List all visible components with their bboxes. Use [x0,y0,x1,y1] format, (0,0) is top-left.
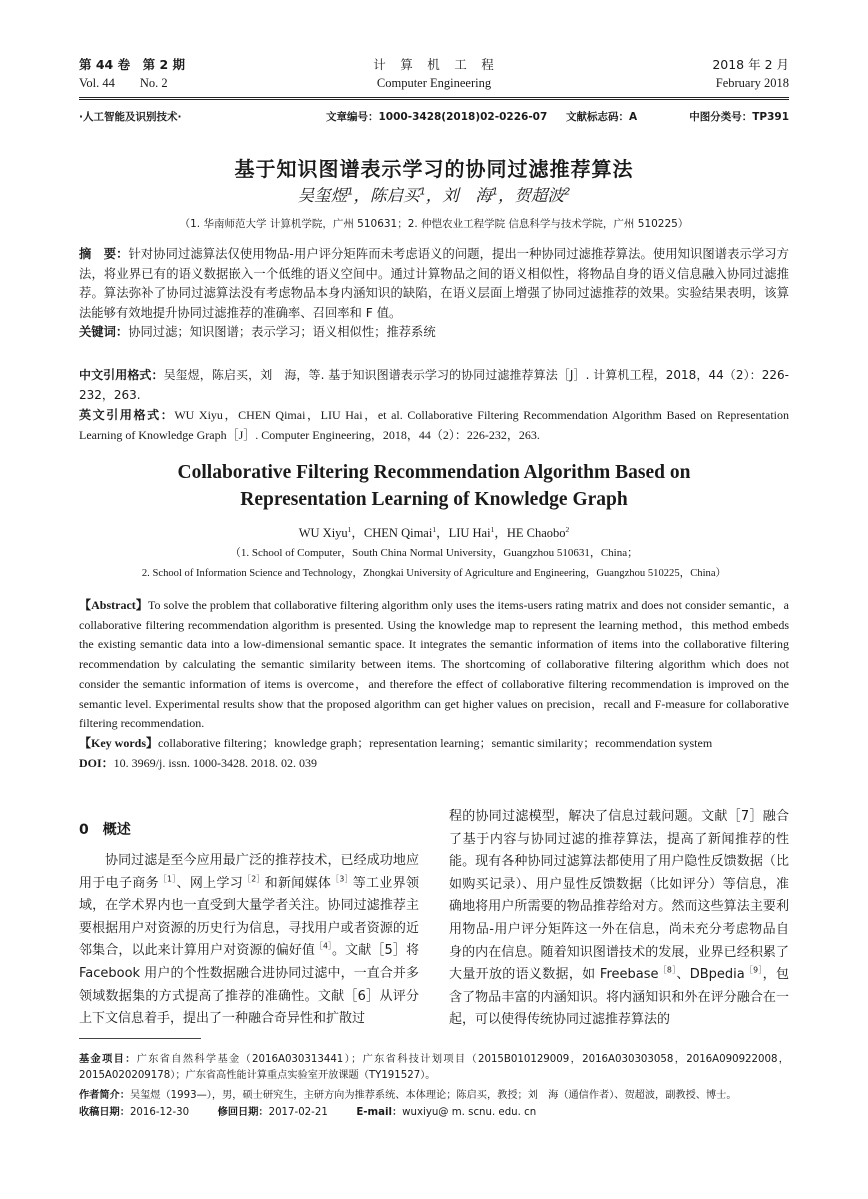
abstract-en: 【Abstract】To solve the problem that collaborative filtering algorithm only uses the items-users rating matrix and does not consider semantic，a collaborative filtering recommendation algorithm is presented. Using the knowledge map to represent the learning method，this method embeds the existing semantic data into a low-dimensional semantic space. It integrates the semantic information of items into the collaborative filtering recommendation by calculating the semantic similarity between items. The shortcoming of collaborative filtering algorithm which does not consider the semantic information of items is overcome，and therefore the effect of collaborative filtering recommendation is improved on the semantic level. Experimental results show that the proposed algorithm can get higher values on precision，recall and F-measure for collaborative filtering recommendation. 【Key words】collaborative filtering；knowledge graph；representation learning；semantic similarity；recommendation system DOI：10. 3969/j. issn. 1000-3428. 2018. 02. 039 [79,598,789,770]
body-column-left: 协同过滤是至今应用最广泛的推荐技术，已经成功地应用于电子商务$^{[1]}$、网上学习$^{[2]}$和新闻媒体$^{[3]}$等工业界领域，在学术界内也一直受到大量学者关注。协同过滤推荐主要根据用户对资源的历史行为信息，寻找用户或者资源的近邻集合，以此来计算用户对资源的偏好值$^{[4]}$。文献［5］将 Facebook 用户的个性数据融合进协同过滤中，一直合并多领域数据集的方式提高了推荐的准确性。文献［6］从评分上下文信息着手，提出了一种融合奇异性和扩散过 [79,853,419,1027]
page-title-cn: 基于知识图谱表示学习的协同过滤推荐算法 [234,157,634,181]
authors-en: WU Xiyu$^1$，CHEN Qimai$^1$，LIU Hai$^1$，HE Chaobo$^2$ [298,524,570,540]
footnote-author-info: 作者简介：吴玺煜（1993—），男，硕士研究生，主研方向为推荐系统、本体理论；陈启买，教授；刘 海（通信作者）、贺超波，副教授、博士。 [79,1090,737,1101]
journal-name-cn: 计 算 机 工 程 [373,57,495,72]
article-number: 文章编号：1000-3428(2018)02-0226-07 [326,111,548,123]
volume-issue-en: Vol. 44 No. 2 [79,76,168,90]
affiliation-cn: （1. 华南师范大学 计算机学院，广州 510631；2. 仲恺农业工程学院 信息科学与技术学院，广州 510225） [179,218,689,230]
volume-issue-cn: 第 44 卷 第 2 期 [79,57,185,72]
citation-en: 英文引用格式：WU Xiyu，CHEN Qimai，LIU Hai，et al. Collaborative Filtering Recommendation Algorithm Based on Representation Learning of Knowledge Graph［J］. Computer Engineering，2018，44（2）：226-232，263. [79,408,789,442]
affiliation-en-line1: （1. School of Computer，South China Normal University，Guangzhou 510631，China； [229,547,639,559]
classification-number: 中图分类号：TP391 [689,111,789,123]
abstract-cn: 摘 要：针对协同过滤算法仅使用物品-用户评分矩阵而未考虑语义的问题，提出一种协同过滤推荐算法。使用知识图谱表示学习方法，将业界已有的语义数据嵌入一个低维的语义空间中。通过计算物品之间的语义相似性，将物品自身的语义信息融入协同过滤推荐。算法弥补了协同过滤算法没有考虑物品本身内涵知识的缺陷，在语义层面上增强了协同过滤推荐的效果。实验结果表明，该算法能够有效地提升协同过滤推荐的准确率、召回率和 F 值。 关键词：协同过滤；知识图谱；表示学习；语义相似性；推荐系统 [79,247,789,340]
header-rule-double [79,99,789,100]
journal-name-en: Computer Engineering [376,76,492,90]
section-heading-0: 0 概述 [79,822,131,838]
footnote-rule [79,1038,201,1039]
body-column-right: 程的协同过滤模型，解决了信息过载问题。文献［7］融合了基于内容与协同过滤的推荐算法，提高了新闻推荐的性能。现有各种协同过滤算法都使用了用户隐性反馈数据（比如购买记录）、用户显性反馈数据（比如评分）等信息，准确地将用户所需要的物品推荐给对方。然而这些算法主要利用物品-用户评分矩阵这一外在信息，尚未充分考虑物品自身的内在信息。随着知识图谱技术的发展，业界已经积累了大量开放的语义数据，如 Freebase$^{[8]}$、DBpedia$^{[9]}$，包含了物品丰富的内涵知识。将内涵知识和外在评分融合在一起，可以使得传统协同过滤推荐算法的 [449,809,789,1028]
page-title-en-line2: Representation Learning of Knowledge Graph [240,489,628,510]
footnote-dates: 收稿日期：2016-12-30 修回日期：2017-02-21 E-mail：wuxiyu@ m. scnu. edu. cn [79,1107,537,1118]
email-address: wuxiyu@ m. scnu. edu. cn [402,1107,537,1118]
page-title-en-line1: Collaborative Filtering Recommendation Algorithm Based on [177,462,691,483]
footnote-funding: 基金项目：广东省自然科学基金（2016A030313441）；广东省科技计划项目（2015B010129009，2016A030303058，2016A090922008，2015A020209178）；广东省高性能计算重点实验室开放课题（TY191527）。 [79,1054,789,1081]
header-rule [79,97,789,98]
issue-date-en: February 2018 [715,76,789,90]
citation-cn: 中文引用格式：吴玺煜，陈启买，刘 海，等. 基于知识图谱表示学习的协同过滤推荐算法［J］. 计算机工程，2018，44（2）：226-232，263. [79,368,789,402]
issue-date-cn: 2018 年 2 月 [712,57,789,72]
affiliation-en-line2: 2. School of Information Science and Technology，Zhongkai University of Agriculture and Engineering，Guangzhou 510225，China） [141,568,727,579]
authors-cn: 吴玺煜$^1$，陈启买$^1$，刘 海$^1$，贺超波$^2$ [297,186,571,205]
section-label: ·人工智能及识别技术· [79,111,182,123]
document-code: 文献标志码：A [566,111,638,123]
